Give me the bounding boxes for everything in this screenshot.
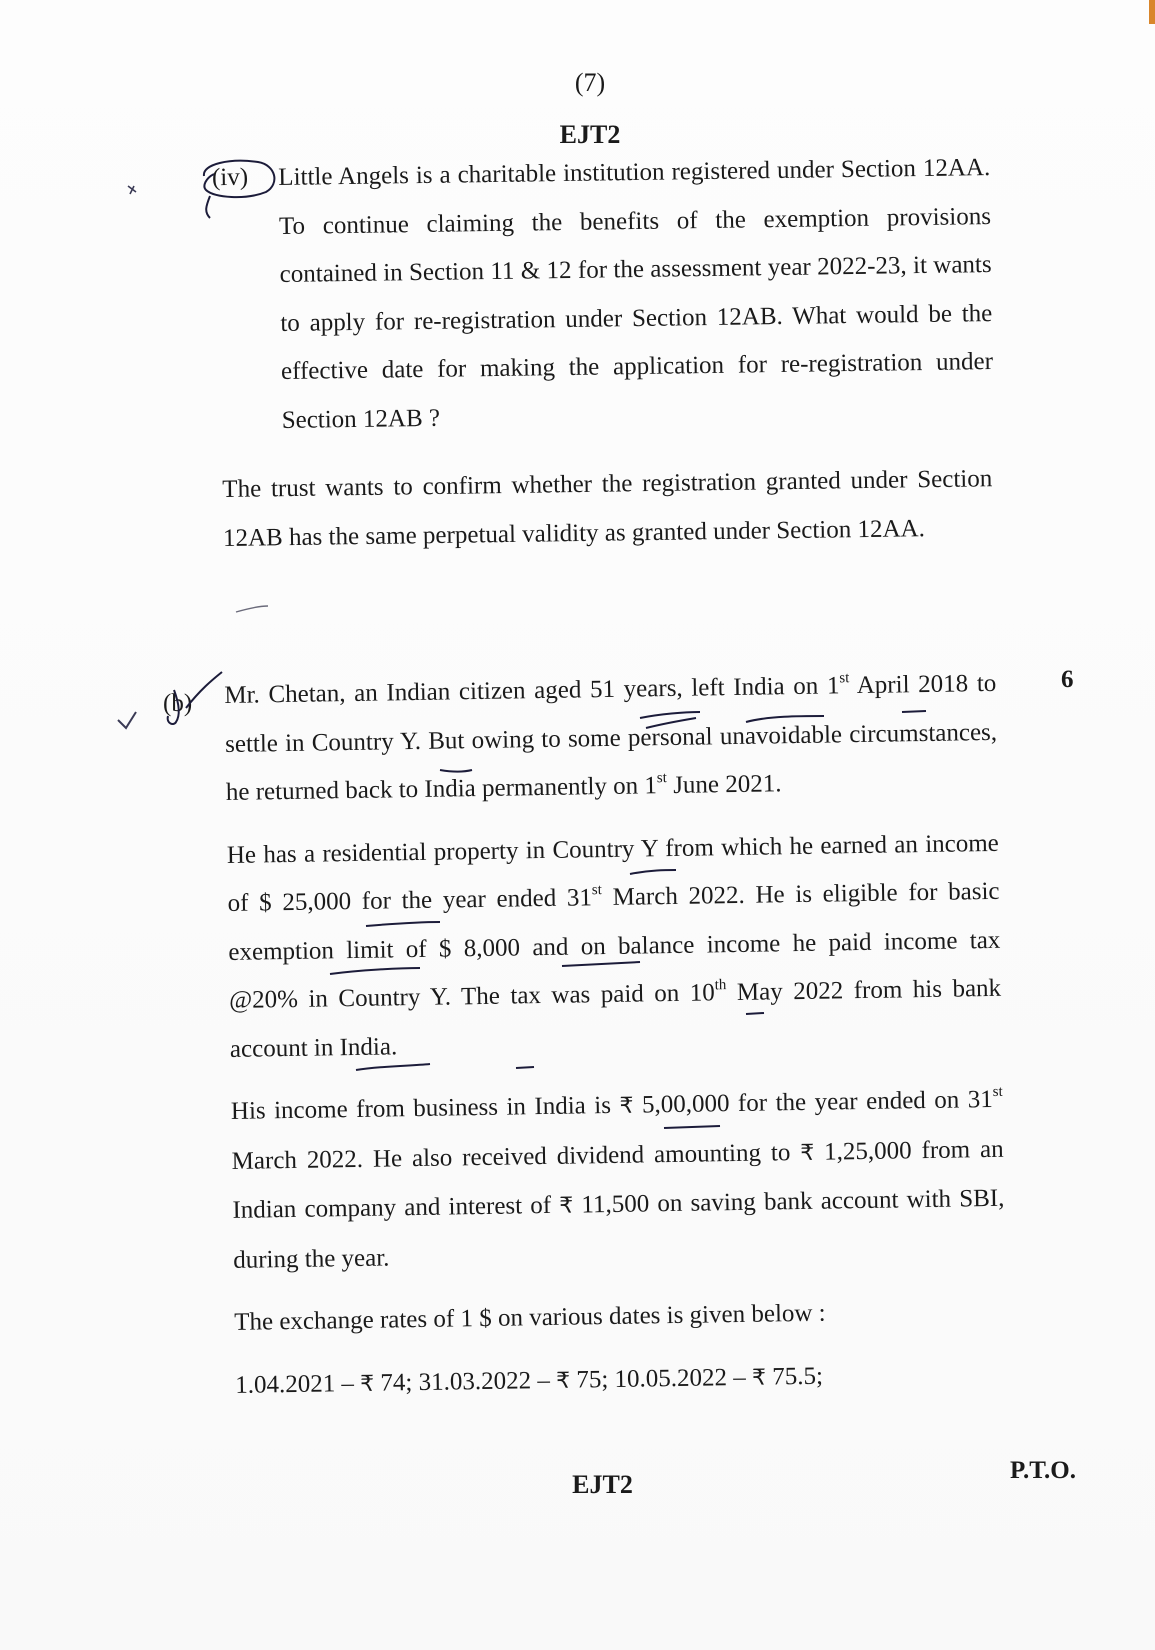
question-b-label: (b) bbox=[163, 690, 193, 717]
question-b-body bbox=[224, 660, 1008, 1425]
question-b-paragraph-2 bbox=[227, 819, 1003, 1074]
q-b-p3-b: 5,00,000 for the year ended on 31 bbox=[633, 1085, 994, 1119]
q-b-p1-b: April 2018 to settle in Country Y. But owing to some personal unavoidable circumstances, he returned back to India permanently on 1 bbox=[224, 669, 998, 806]
q-b-p2-sup1: st bbox=[591, 882, 602, 899]
rupee-symbol: ₹ bbox=[800, 1140, 815, 1166]
question-b-marks: 6 bbox=[1061, 666, 1074, 693]
q-b-p3-e: 11,500 on saving bank account with SBI, during the year. bbox=[233, 1184, 1005, 1274]
q-b-p1-a: Mr. Chetan, an Indian citizen aged 51 years, left India on 1 bbox=[224, 672, 840, 709]
q-b-p2-b: March 2022. He is eligible for basic exemption limit of $ 8,000 and on balance income he paid income tax @20% in Country Y. The tax was paid on 10 bbox=[228, 877, 1001, 1014]
paper-code-header: EJT2 bbox=[559, 120, 621, 149]
page-edge-mark bbox=[1149, 0, 1155, 24]
rupee-symbol: ₹ bbox=[559, 1193, 574, 1219]
rupee-symbol: ₹ bbox=[619, 1093, 634, 1119]
question-b-paragraph-4: The exchange rates of 1 $ on various dates is given below : bbox=[234, 1299, 826, 1336]
q-b-p1-sup2: st bbox=[656, 770, 667, 787]
q-b-p5-c: 75; 10.05.2022 – bbox=[569, 1363, 753, 1394]
q-b-p2-a: He has a residential property in Country Y from which he earned an income of $ 25,000 for the year ended 31 bbox=[226, 829, 999, 917]
q-b-p5-b: 74; 31.03.2022 – bbox=[373, 1366, 557, 1397]
paper-code-footer: EJT2 bbox=[572, 1470, 633, 1499]
q-b-p1-c: June 2021. bbox=[666, 770, 782, 800]
q-b-p3-a: His income from business in India is bbox=[230, 1091, 620, 1125]
rupee-symbol: ₹ bbox=[360, 1371, 375, 1397]
page-number: (7) bbox=[574, 68, 606, 97]
rupee-symbol: ₹ bbox=[751, 1365, 767, 1391]
q-b-p5-d: 75.5; bbox=[765, 1362, 824, 1391]
q-b-p3-c: March 2022. He also received dividend amounting to bbox=[231, 1138, 801, 1175]
q-b-p2-c: May 2022 from his bank account in India. bbox=[229, 974, 1002, 1063]
question-b-paragraph-1 bbox=[224, 660, 998, 818]
question-iv-follow-up: The trust wants to confirm whether the registration granted under Section 12AB has the same perpetual validity as granted under Section 12AA. bbox=[222, 465, 993, 552]
question-iv-label: (iv) bbox=[211, 163, 249, 192]
arrow-mark-iv bbox=[128, 186, 136, 194]
question-b-paragraph-5 bbox=[235, 1349, 1008, 1411]
tick-mark-b bbox=[118, 712, 136, 728]
q-b-p3-sup1: st bbox=[992, 1083, 1003, 1100]
q-b-p5-a: 1.04.2021 – bbox=[234, 1369, 361, 1399]
q-b-p3-d: 1,25,000 from an Indian company and interest of bbox=[232, 1135, 1004, 1224]
q-b-p2-sup2: th bbox=[714, 977, 727, 994]
q-b-p1-sup1: st bbox=[839, 670, 850, 687]
dash-12aa bbox=[236, 606, 268, 612]
rupee-symbol: ₹ bbox=[555, 1368, 571, 1394]
question-b-paragraph-3 bbox=[231, 1076, 1006, 1285]
pto-label: P.T.O. bbox=[1010, 1457, 1076, 1484]
question-iv-text: Little Angels is a charitable institution registered under Section 12AA. To continue claiming the benefits of the exemption provisions contained in Section 11 & 12 for the assessment year 2022-23, it wants to apply for re-registration under Section 12AB. What would be the effective date for making the application for re-registration under Section 12AB ? bbox=[278, 154, 994, 434]
